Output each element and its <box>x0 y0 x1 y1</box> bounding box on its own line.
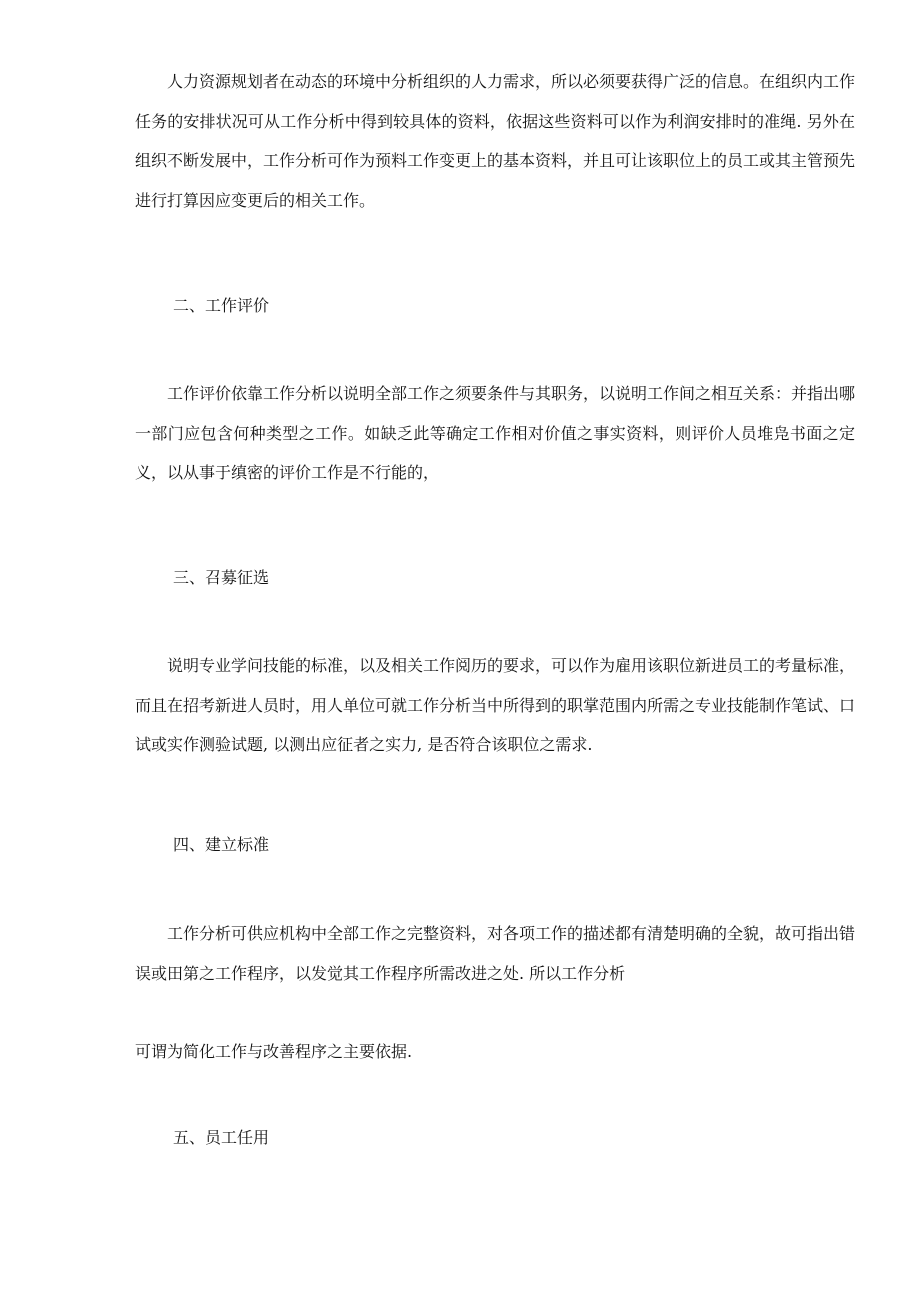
section-heading-standards: 四、建立标准 <box>173 835 270 854</box>
paragraph-standards-continuation: 可谓为简化工作与改善程序之主要依据. <box>135 1042 413 1061</box>
paragraph-job-evaluation: 工作评价依靠工作分析以说明全部工作之须要条件与其职务，以说明工作间之相互关系：并指出哪一部门应包含何种类型之工作。如缺乏此等确定工作相对价值之事实资料，则评价人员堆凫书面之定义，以从事于缜密的评价工作是不行能的， <box>135 384 856 483</box>
paragraph-workforce-planning: 人力资源规划者在动态的环境中分析组织的人力需求，所以必须要获得广泛的信息。在组织内工作任务的安排状况可从工作分析中得到较具体的资料，依据这些资料可以作为利润安排时的准绳. 另外在组织不断发展中，工作分析可作为预料工作变更上的基本资料，并且可让该职位上的员工或其主管预先进行打算因应变更后的相关工作。 <box>135 72 856 210</box>
section-heading-recruitment: 三、召募征选 <box>173 568 270 587</box>
paragraph-standards: 工作分析可供应机构中全部工作之完整资料，对各项工作的描述都有清楚明确的全貌，故可指出错误或田第之工作程序，以发觉其工作程序所需改进之处. 所以工作分析 <box>135 924 856 983</box>
section-heading-employee-hiring: 五、员工任用 <box>173 1128 270 1147</box>
section-heading-job-evaluation: 二、工作评价 <box>173 296 270 315</box>
paragraph-recruitment: 说明专业学问技能的标准，以及相关工作阅历的要求，可以作为雇用该职位新进员工的考量标准，而且在招考新进人员时，用人单位可就工作分析当中所得到的职掌范围内所需之专业技能制作笔试、口试或实作测验试题, 以测出应征者之实力, 是否符合该职位之需求. <box>135 656 856 755</box>
